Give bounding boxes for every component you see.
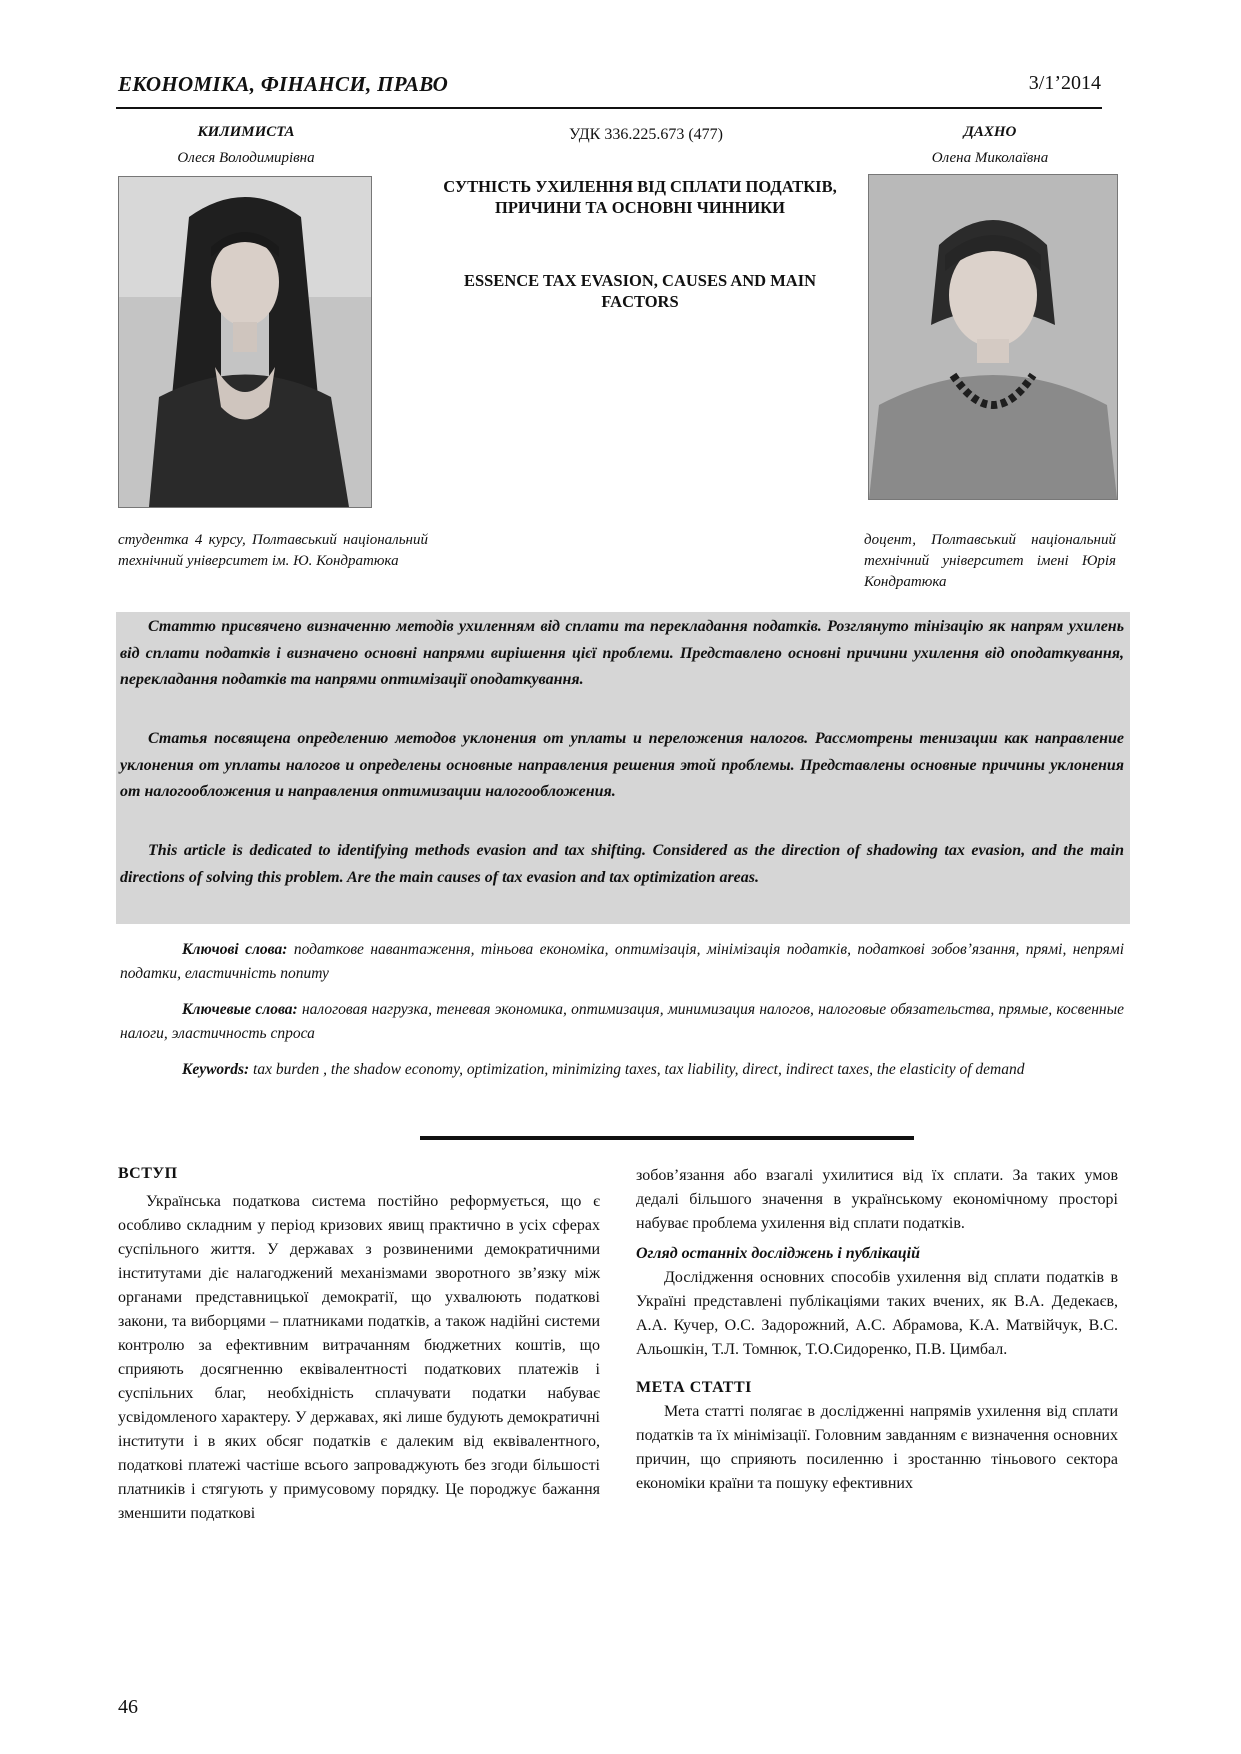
abstract-ru: Статья посвящена определению методов уклонения от уплаты и переложения налогов. Рассмотрены тенизации как направление уклонения от уплаты налогов и определены основные направления решения этой проблемы. Представлены основные причины уклонения от налогообложения и направления оптимизации налогообложения. bbox=[120, 730, 1124, 800]
intro-paragraph: Українська податкова система постійно реформується, що є особливо складним у період кризових явищ практично в усіх сферах суспільного життя. У державах з розвиненими демократичними інститутами діє налагоджений механізмами зворотного зв’язку між органами представницької демократії, що ухвалюють податкові закони, та виборцями – платниками податків, а також надійні системи контролю за ефективним витрачанням бюджетних коштів, що сприяють досягненню еквівалентності податкових платежів і суспільних благ, необхідність сплачувати податки набуває усвідомленого характеру. У державах, які лише будують демократичні інститути і в яких обсяг податків є далеким від еквівалентного, податкові платежі частіше всього запроваджують без згоди більшості платників і стягують у примусовому порядку. Це породжує бажання зменшити податкові bbox=[118, 1193, 600, 1522]
author-2-affiliation: доцент, Полтавський національний технічний університет імені Юрія Кондратюка bbox=[864, 532, 1116, 590]
right-column bbox=[636, 1164, 1118, 1496]
author-1-affiliation: студентка 4 курсу, Полтавський національний технічний університет ім. Ю. Кондратюка bbox=[118, 532, 428, 569]
keywords-en-text: tax burden , the shadow economy, optimization, minimizing taxes, tax liability, direct, indirect taxes, the elasticity of demand bbox=[253, 1061, 1025, 1078]
page-number: 46 bbox=[118, 1696, 138, 1718]
keywords-en-label: Keywords: bbox=[182, 1061, 250, 1078]
author-2-name: Олена Миколаївна bbox=[931, 150, 1049, 166]
keywords-ua-text: податкове навантаження, тіньова економіка, оптимізація, мінімізація податків, податкові зобов’язання, прямі, непрямі податки, еластичність попиту bbox=[120, 941, 1125, 982]
aim-paragraph: Мета статті полягає в дослідженні напрямів ухилення від сплати податків та їх мінімізації. Головним завданням є визначення основних причин, що сприяють посиленню і зростанню тіньового сектора економіки країни та пошуку ефективних bbox=[636, 1403, 1118, 1492]
keywords-ua-label: Ключові слова: bbox=[182, 941, 288, 958]
author-1-photo bbox=[118, 176, 372, 508]
keywords-ru bbox=[120, 998, 1124, 1046]
abstract-en: This article is dedicated to identifying methods evasion and tax shifting. Considered as the direction of shadowing tax evasion, and the main directions of solving this problem. Are the main causes of tax evasion and tax optimization areas. bbox=[120, 842, 1124, 886]
keywords-ru-label: Ключевые слова: bbox=[182, 1001, 298, 1018]
keywords-ua bbox=[120, 938, 1124, 986]
journal-title: ЕКОНОМІКА, ФІНАНСИ, ПРАВО bbox=[118, 72, 449, 96]
intro-heading: ВСТУП bbox=[118, 1165, 178, 1182]
author-2-photo bbox=[868, 174, 1118, 500]
author-1-surname: КИЛИМИСТА bbox=[197, 124, 295, 140]
abstract-ua: Статтю присвячено визначенню методів ухиленням від сплати та перекладання податків. Розглянуто тінізацію як напрям ухилень від сплати податків і визначено основні напрями вирішення цієї проблеми. Представлено основні причини ухилення від оподаткування, перекладання податків та напрями оптимізації оподаткування. bbox=[120, 618, 1124, 688]
review-heading: Огляд останніх досліджень і публікацій bbox=[636, 1245, 920, 1262]
author-2-surname: ДАХНО bbox=[963, 124, 1017, 140]
keywords-ru-text: налоговая нагрузка, теневая экономика, оптимизация, минимизация налогов, налоговые обязательства, прямые, косвенные налоги, эластичность спроса bbox=[120, 1001, 1124, 1042]
title-ua: СУТНІСТЬ УХИЛЕННЯ ВІД СПЛАТИ ПОДАТКІВ, ПРИЧИНИ ТА ОСНОВНІ ЧИННИКИ bbox=[443, 177, 837, 217]
author-1-name: Олеся Володимирівна bbox=[177, 150, 315, 166]
review-paragraph: Дослідження основних способів ухилення від сплати податків в Україні представлені публікаціями таких вчених, як В.А. Дедекаєв, А.А. Кучер, О.С. Задорожний, А.С. Абрамова, К.А. Матвійчук, В.С. Альошкін, Т.Л. Томнюк, Т.О.Сидоренко, П.В. Цимбал. bbox=[636, 1269, 1118, 1358]
udk-code: УДК 336.225.673 (477) bbox=[569, 126, 723, 143]
intro-continuation: зобов’язання або взагалі ухилитися від їх сплати. За таких умов дедалі більшого значення в українському економічному просторі набуває проблема ухилення від сплати податків. bbox=[636, 1167, 1118, 1232]
issue-number: 3/1’2014 bbox=[1028, 72, 1101, 94]
left-column bbox=[118, 1162, 600, 1526]
title-en: ESSENCE TAX EVASION, CAUSES AND MAIN FACTORS bbox=[463, 271, 817, 311]
aim-heading: МЕТА СТАТТІ bbox=[636, 1379, 752, 1396]
header-rule bbox=[116, 107, 1102, 109]
keywords-en bbox=[120, 1058, 1124, 1082]
section-divider bbox=[420, 1136, 914, 1140]
